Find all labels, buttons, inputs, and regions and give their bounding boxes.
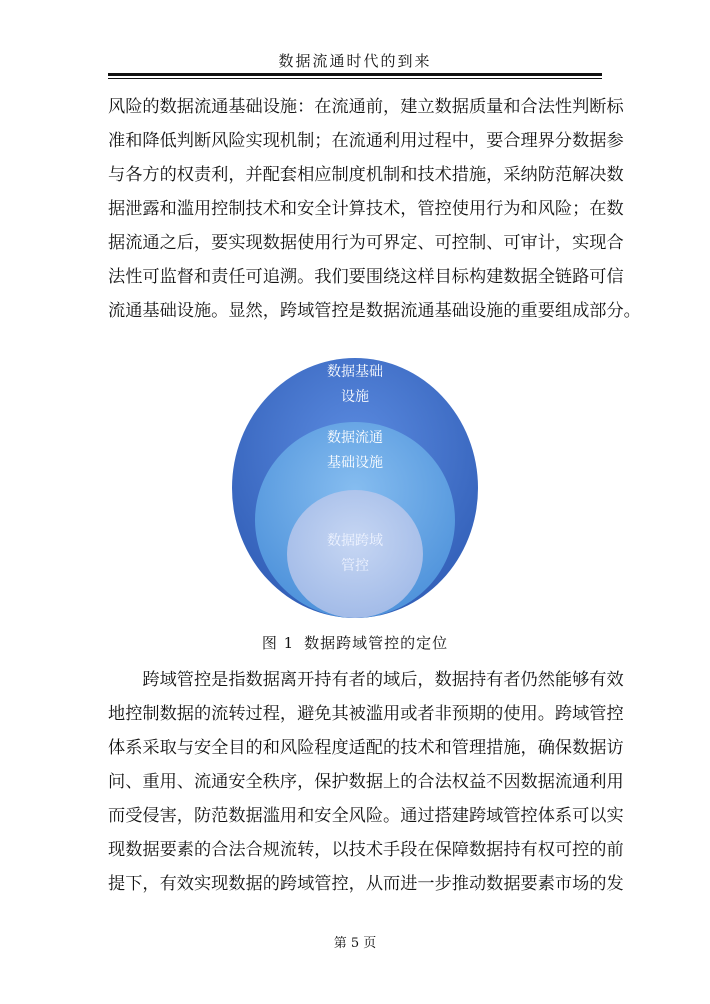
header-rule-thin — [108, 78, 602, 79]
outer-label-line1: 数据基础 — [327, 364, 383, 380]
paragraph-line: 而受侵害，防范数据滥用和安全风险。通过搭建跨域管控体系可以实 — [108, 806, 624, 826]
paragraph-line: 法性可监督和责任可追溯。我们要围绕这样目标构建数据全链路可信 — [108, 267, 624, 287]
paragraph-line: 与各方的权责利，并配套相应制度机制和技术措施，采纳防范解决数 — [108, 165, 624, 185]
page-number: 第 5 页 — [333, 936, 377, 951]
paragraph-line: 据流通之后，要实现数据使用行为可界定、可控制、可审计，实现合 — [108, 233, 624, 253]
paragraph-line: 体系采取与安全目的和风险程度适配的技术和管理措施，确保数据访 — [108, 738, 624, 758]
paragraph-line: 问、重用、流通安全秩序，保护数据上的合法权益不因数据流通利用 — [108, 772, 624, 792]
paragraph-line: 准和降低判断风险实现机制；在流通利用过程中，要合理界分数据参 — [108, 131, 624, 151]
paragraph-line: 流通基础设施。显然，跨域管控是数据流通基础设施的重要组成部分。 — [108, 301, 641, 321]
outer-label-line2: 设施 — [341, 389, 369, 405]
inner-circle — [287, 490, 423, 618]
figure-caption-text: 数据跨域管控的定位 — [304, 634, 449, 652]
paragraph-line: 提下，有效实现数据的跨域管控，从而进一步推动数据要素市场的发 — [108, 874, 624, 894]
figure-number: 图 1 — [261, 634, 295, 652]
paragraph-line: 现数据要素的合法合规流转，以技术手段在保障数据持有权可控的前 — [108, 840, 624, 860]
paragraph-1 — [108, 90, 641, 328]
paragraph-line: 跨域管控是指数据离开持有者的域后，数据持有者仍然能够有效 — [108, 670, 624, 690]
middle-label-line1: 数据流通 — [327, 430, 383, 446]
middle-label-line2: 基础设施 — [327, 455, 383, 471]
nested-circles-diagram — [232, 358, 478, 618]
paragraph-line: 风险的数据流通基础设施：在流通前，建立数据质量和合法性判断标 — [108, 97, 624, 117]
inner-label-line2: 管控 — [341, 558, 369, 574]
running-header: 数据流通时代的到来 — [278, 52, 432, 70]
figure-caption — [108, 632, 602, 653]
paragraph-line: 地控制数据的流转过程，避免其被滥用或者非预期的使用。跨域管控 — [108, 704, 624, 724]
inner-label-line1: 数据跨域 — [327, 533, 383, 549]
header-rule-thick — [108, 73, 602, 76]
paragraph-2 — [108, 663, 624, 901]
paragraph-line: 据泄露和滥用控制技术和安全计算技术，管控使用行为和风险；在数 — [108, 199, 624, 219]
